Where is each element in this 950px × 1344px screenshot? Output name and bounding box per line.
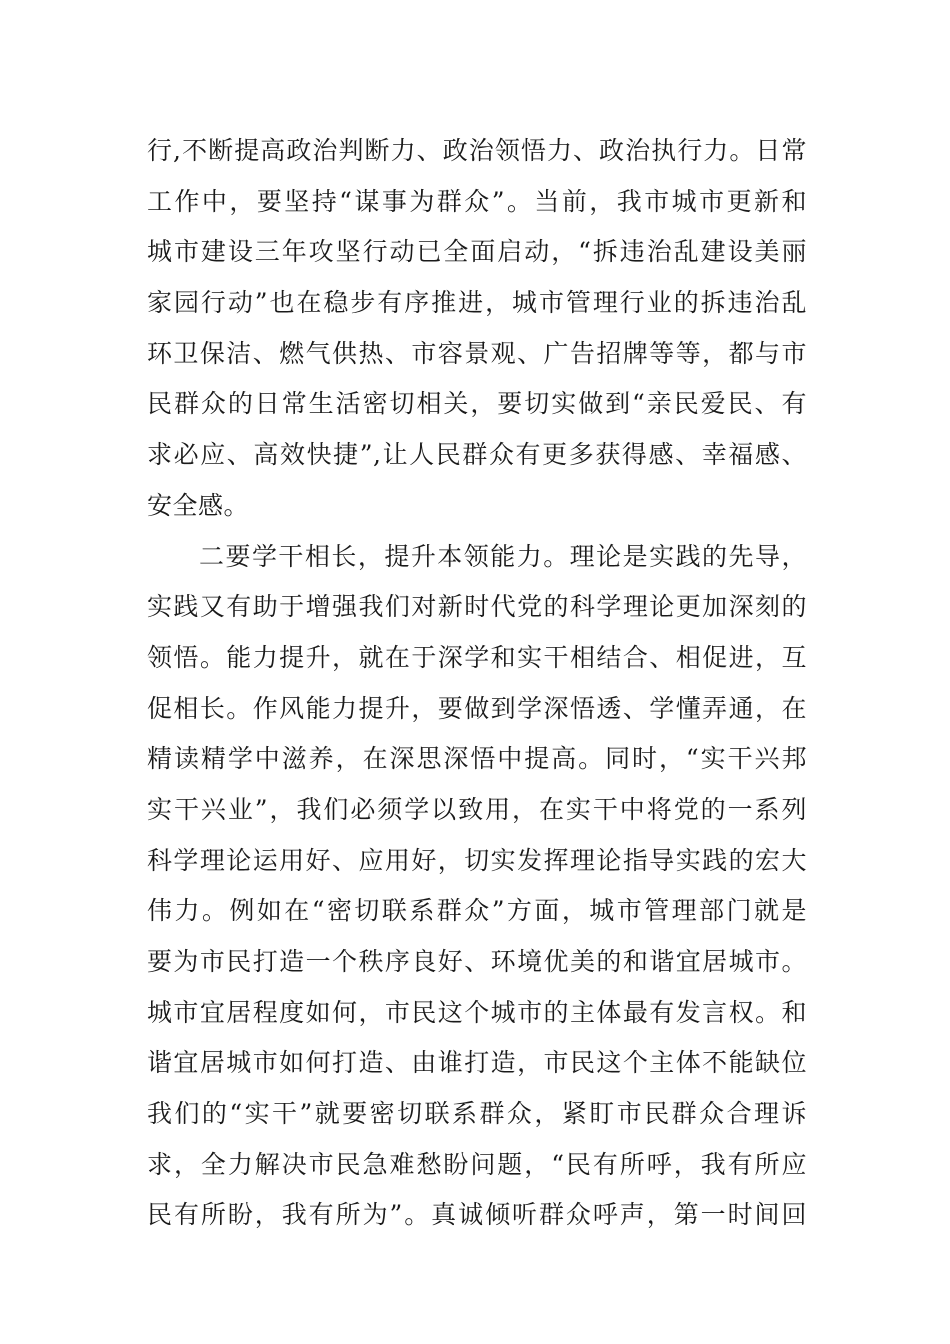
paragraph-1-line-1: 行,不断提高政治判断力、政治领悟力、政治执行力。日常: [147, 136, 807, 165]
paragraph-2-line-3: 领悟。能力提升，就在于深学和实干相结合、相促进，互: [147, 642, 807, 672]
paragraph-1-line-7: 求必应、高效快捷”,让人民群众有更多获得感、幸福感、: [147, 440, 807, 470]
paragraph-2-line-11: 谐宜居城市如何打造、由谁打造，市民这个主体不能缺位: [147, 1048, 807, 1078]
paragraph-2-line-4: 促相长。作风能力提升，要做到学深悟透、学懂弄通，在: [147, 693, 807, 723]
paragraph-2-line-1: 二要学干相长，提升本领能力。理论是实践的先导，: [199, 541, 807, 571]
paragraph-2-line-10: 城市宜居程度如何，市民这个城市的主体最有发言权。和: [147, 997, 807, 1027]
paragraph-1-line-8: 安全感。: [147, 490, 250, 520]
paragraph-1-line-2: 工作中，要坚持“谋事为群众”。当前，我市城市更新和: [147, 186, 807, 216]
paragraph-1-line-6: 民群众的日常生活密切相关，要切实做到“亲民爱民、有: [147, 389, 807, 419]
paragraph-2-line-8: 伟力。例如在“密切联系群众”方面，城市管理部门就是: [147, 896, 807, 926]
paragraph-1-line-4: 家园行动”也在稳步有序推进，城市管理行业的拆违治乱: [147, 288, 807, 318]
paragraph-2-line-13: 求，全力解决市民急难愁盼问题，“民有所呼，我有所应: [147, 1149, 807, 1179]
document-body: [147, 126, 807, 1241]
paragraph-2-line-14: 民有所盼，我有所为”。真诚倾听群众呼声，第一时间回: [147, 1200, 807, 1230]
paragraph-1-line-3: 城市建设三年攻坚行动已全面启动，“拆违治乱建设美丽: [147, 237, 807, 267]
paragraph-2-line-2: 实践又有助于增强我们对新时代党的科学理论更加深刻的: [147, 592, 807, 622]
paragraph-1-line-5: 环卫保洁、燃气供热、市容景观、广告招牌等等，都与市: [147, 338, 807, 368]
paragraph-2-line-12: 我们的“实干”就要密切联系群众，紧盯市民群众合理诉: [147, 1099, 807, 1129]
paragraph-2-line-6: 实干兴业”，我们必须学以致用，在实干中将党的一系列: [147, 794, 807, 824]
paragraph-2-line-9: 要为市民打造一个秩序良好、环境优美的和谐宜居城市。: [147, 947, 807, 976]
paragraph-2-line-7: 科学理论运用好、应用好，切实发挥理论指导实践的宏大: [147, 845, 807, 875]
paragraph-2-line-5: 精读精学中滋养，在深思深悟中提高。同时，“实干兴邦: [147, 744, 807, 774]
